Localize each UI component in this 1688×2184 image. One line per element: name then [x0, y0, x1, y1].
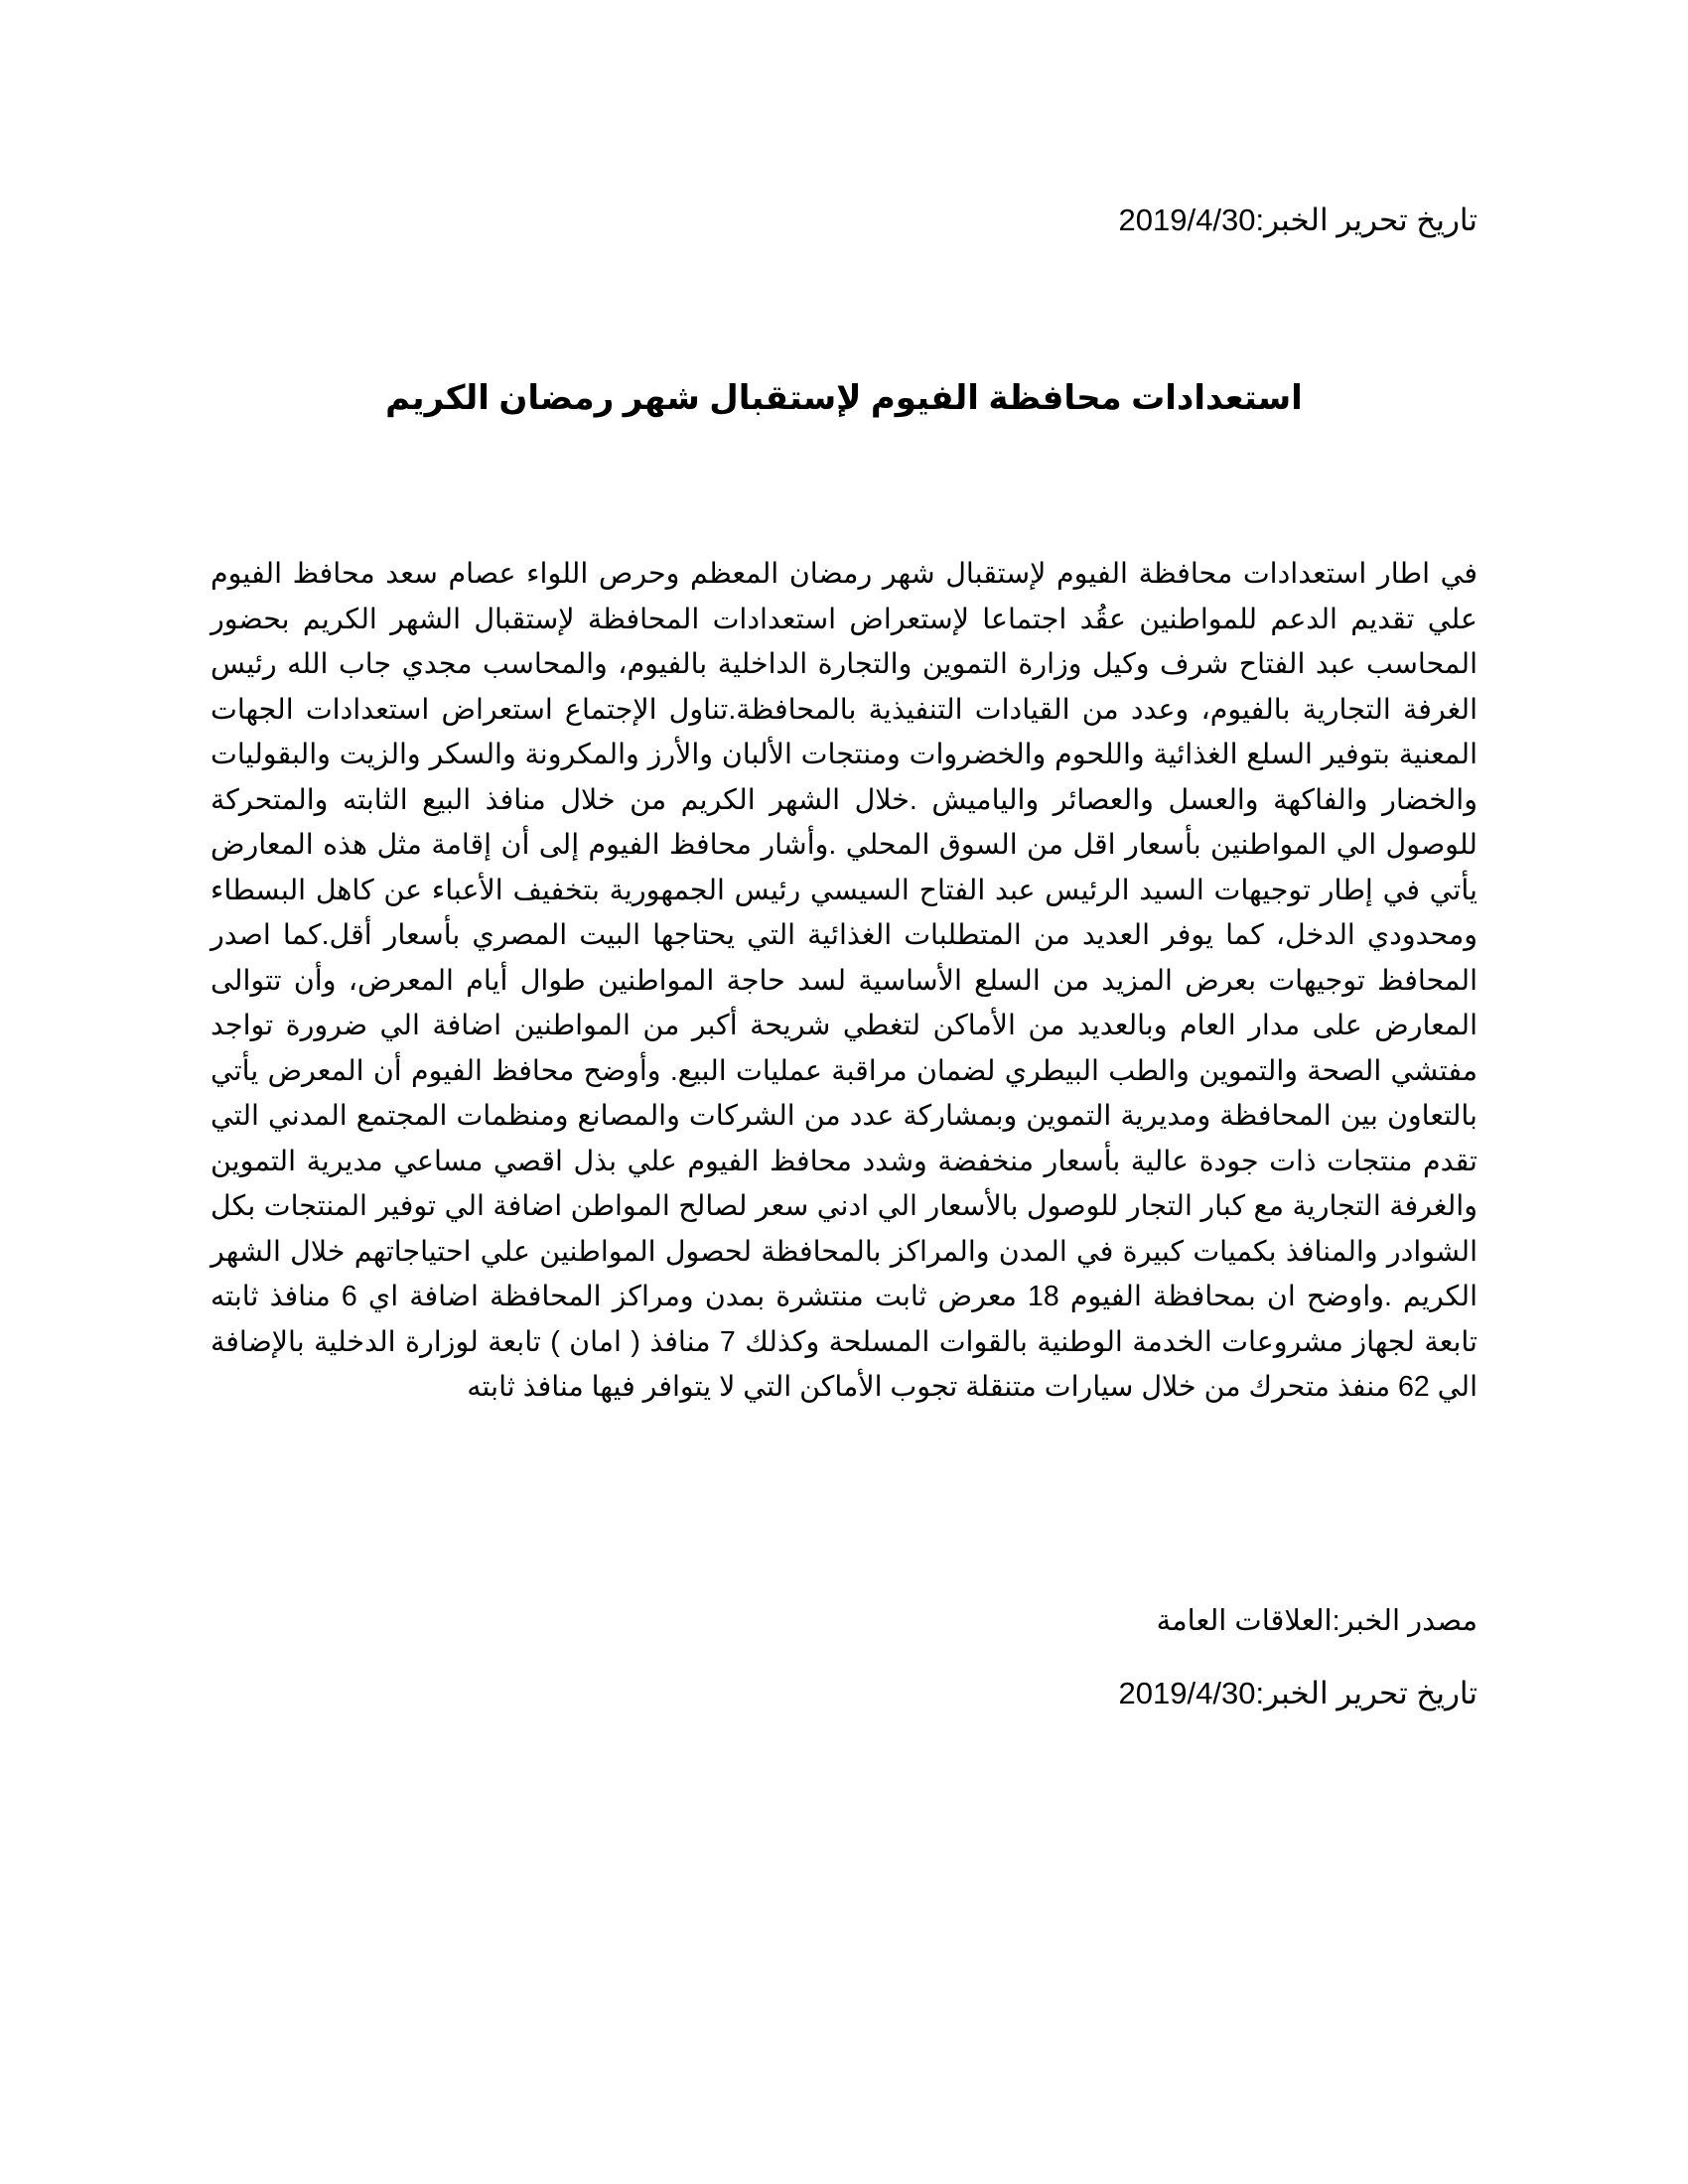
edit-date-value: 2019/4/30 — [1118, 203, 1256, 237]
edit-date-label-footer: تاريخ تحرير الخبر: — [1255, 1676, 1477, 1710]
article-body: في اطار استعدادات محافظة الفيوم لإستقبال شهر رمضان المعظم وحرص اللواء عصام سعد محافظ الفيوم علي تقديم الدعم للمواطنين عقُد اجتماعا لإستعراض استعدادات المحافظة لإستقبال الشهر الكريم بحضور المحاسب عبد الفتاح شرف وكيل وزارة التموين والتجارة الداخلية بالفيوم، والمحاسب مجدي جاب الله رئيس الغرفة التجارية بالفيوم، وعدد من القيادات التنفيذية بالمحافظة.تناول الإجتماع استعراض استعدادات الجهات المعنية بتوفير السلع الغذائية واللحوم والخضروات ومنتجات الألبان والأرز والمكرونة والسكر والزيت والبقوليات والخضار والفاكهة والعسل والعصائر والياميش .خلال الشهر الكريم من خلال منافذ البيع الثابته والمتحركة للوصول الي المواطنين بأسعار اقل من السوق المحلي .وأشار محافظ الفيوم إلى أن إقامة مثل هذه المعارض يأتي في إطار توجيهات السيد الرئيس عبد الفتاح السيسي رئيس الجمهورية بتخفيف الأعباء عن كاهل البسطاء ومحدودي الدخل، كما يوفر العديد من المتطلبات الغذائية التي يحتاجها البيت المصري بأسعار أقل.كما اصدر المحافظ توجيهات بعرض المزيد من السلع الأساسية لسد حاجة المواطنين طوال أيام المعرض، وأن تتوالى المعارض على مدار العام وبالعديد من الأماكن لتغطي شريحة أكبر من المواطنين اضافة الي ضرورة تواجد مفتشي الصحة والتموين والطب البيطري لضمان مراقبة عمليات البيع. وأوضح محافظ الفيوم أن المعرض يأتي بالتعاون بين المحافظة ومديرية التموين وبمشاركة عدد من الشركات والمصانع ومنظمات المجتمع المدني التي تقدم منتجات ذات جودة عالية بأسعار منخفضة وشدد محافظ الفيوم علي بذل اقصي مساعي مديرية التموين والغرفة التجارية مع كبار التجار للوصول بالأسعار الي ادني سعر لصالح المواطن اضافة الي توفير المنتجات بكل الشوادر والمنافذ بكميات كبيرة في المدن والمراكز بالمحافظة لحصول المواطنين علي احتياجاتهم خلال الشهر الكريم .واوضح ان بمحافظة الفيوم 18 معرض ثابت منتشرة بمدن ومراكز المحافظة اضافة اي 6 منافذ ثابته تابعة لجهاز مشروعات الخدمة الوطنية بالقوات المسلحة وكذلك 7 منافذ ( امان ) تابعة لوزارة الدخلية بالإضافة الي 62 منفذ متحرك من خلال سيارات متنقلة تجوب الأماكن التي لا يتوافر فيها منافذ ثابته — [211, 558, 1478, 1403]
edit-date-footer — [1119, 1674, 1477, 1713]
edit-date-value-footer: 2019/4/30 — [1118, 1676, 1256, 1710]
edit-date-label: تاريخ تحرير الخبر: — [1255, 203, 1477, 237]
article-title: استعدادات محافظة الفيوم لإستقبال شهر رمضان الكريم — [385, 379, 1303, 417]
news-source: مصدر الخبر:العلاقات العامة — [1156, 1605, 1477, 1637]
edit-date-header — [1119, 201, 1477, 240]
